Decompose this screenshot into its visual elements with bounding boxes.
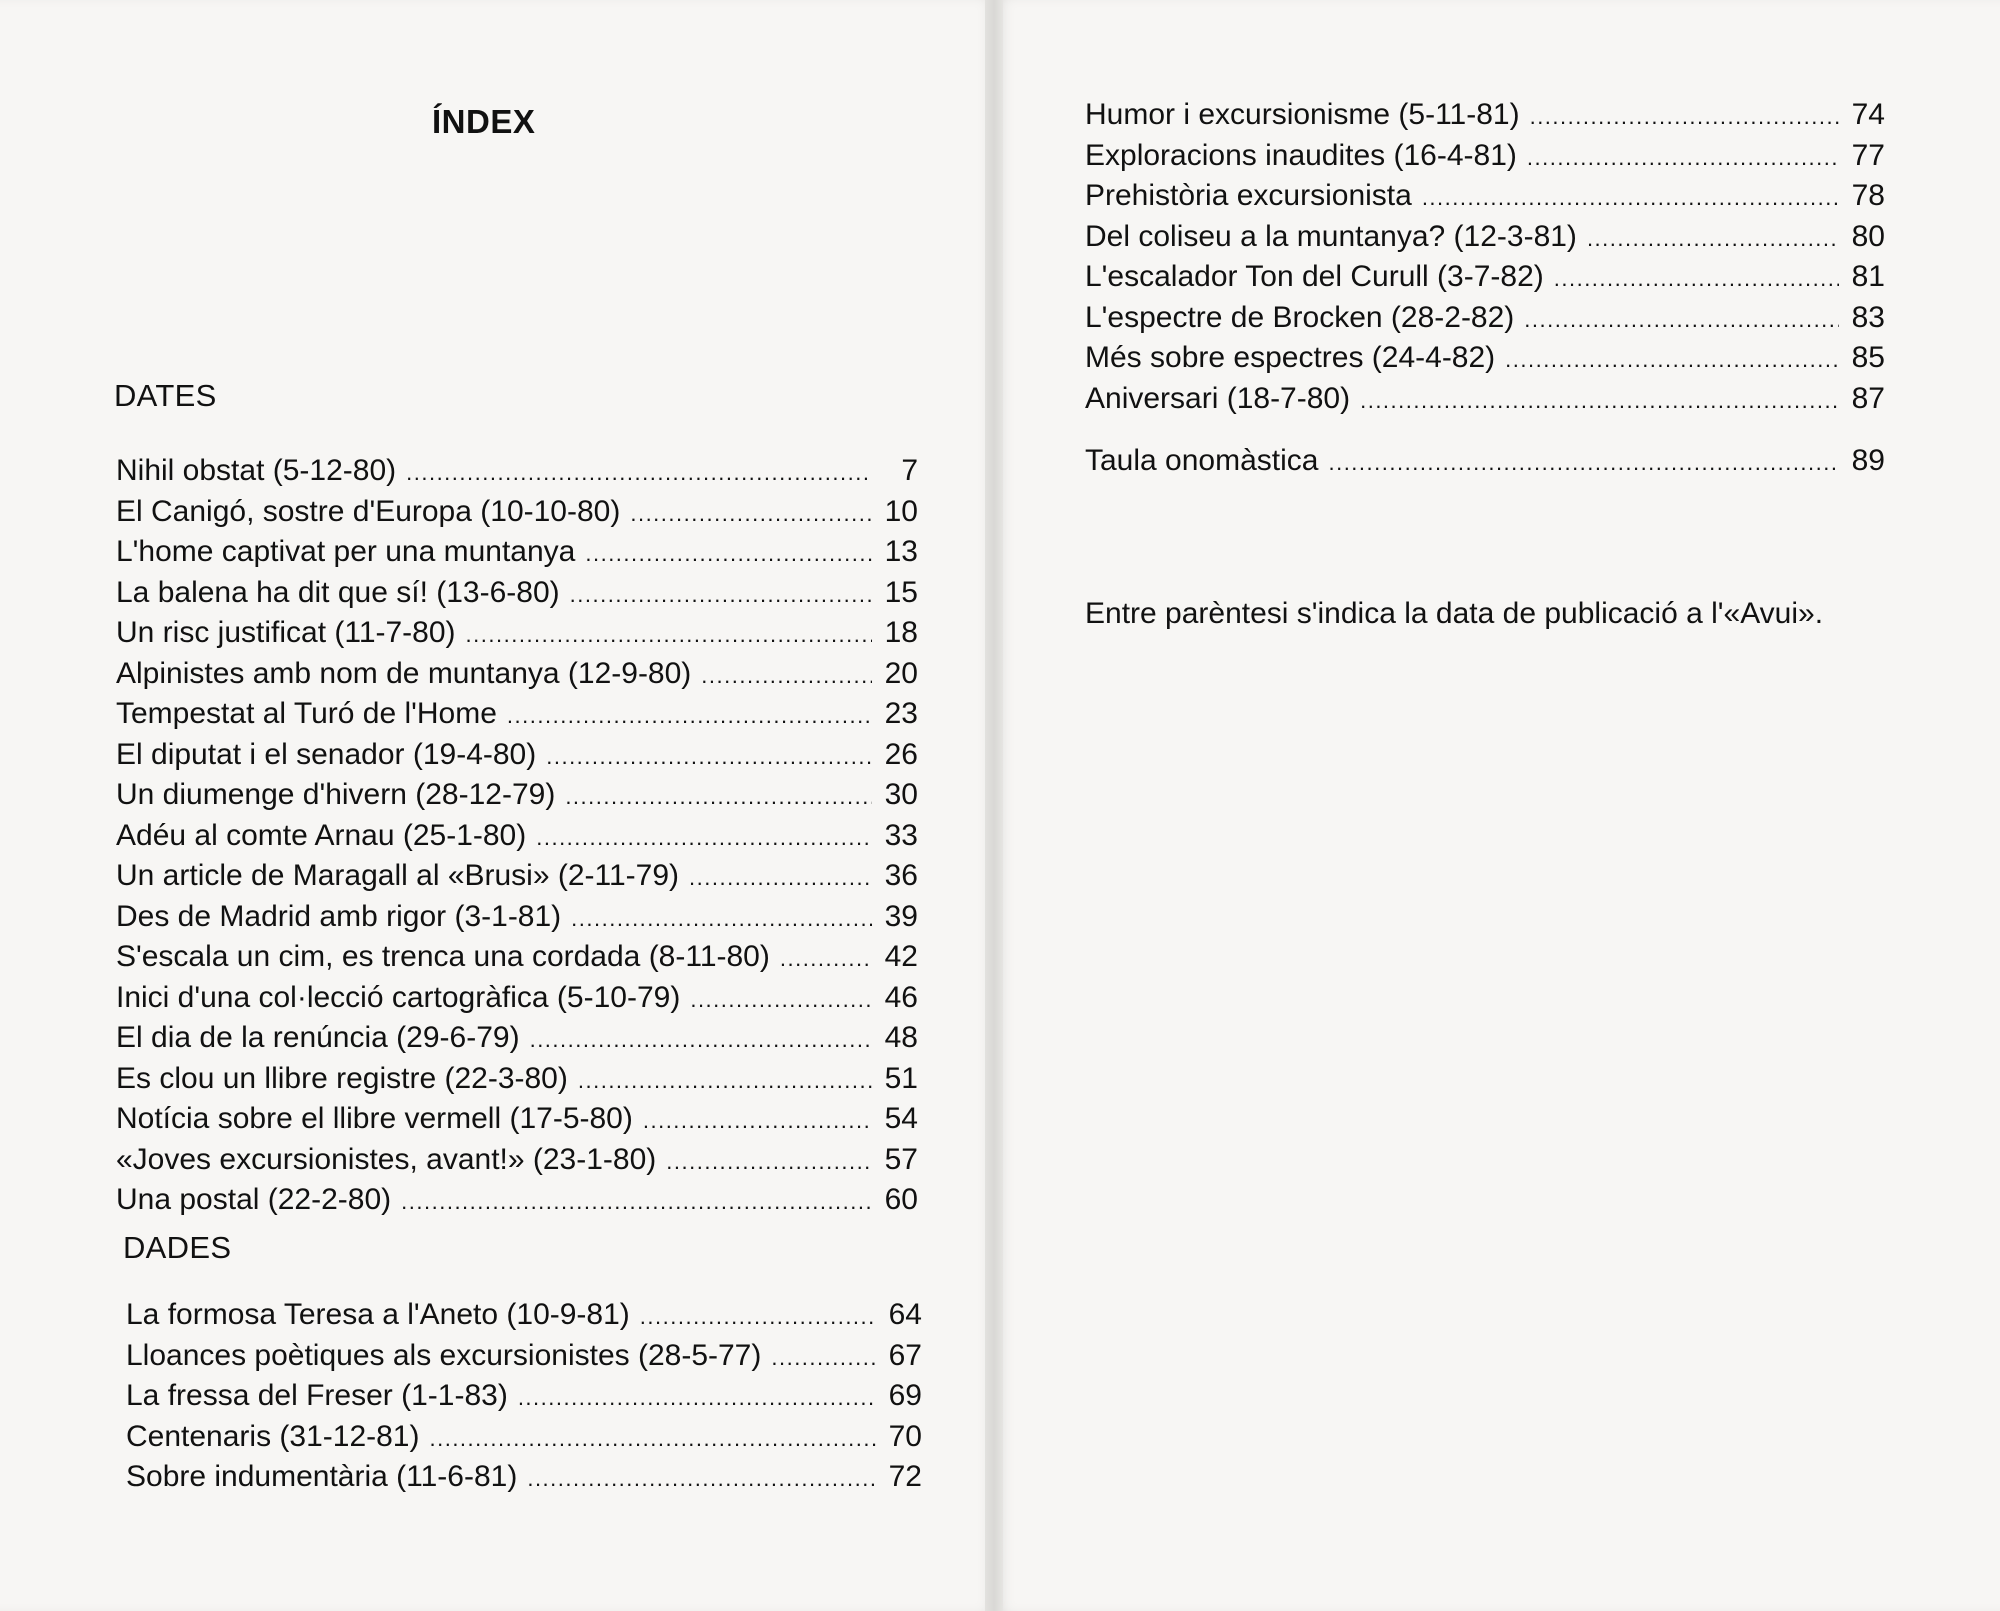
toc-entry-title: «Joves excursionistes, avant!» (23-1-80) (116, 1142, 657, 1176)
toc-entry-page: 83 (1851, 300, 1885, 334)
toc-entry[interactable] (1085, 177, 1885, 218)
toc-leader-dots (1360, 382, 1839, 421)
toc-entry[interactable] (116, 655, 918, 696)
toc-entry[interactable] (1085, 258, 1885, 299)
toc-entry-title: Adéu al comte Arnau (25-1-80) (116, 818, 527, 852)
toc-entry[interactable] (116, 1100, 918, 1141)
publication-note: Entre parèntesi s'indica la data de publicació a l'«Avui». (1085, 597, 1824, 630)
toc-list-dades (126, 1296, 922, 1499)
toc-entry[interactable] (126, 1296, 922, 1337)
toc-entry-page: 30 (884, 778, 918, 811)
toc-entry-title: Un risc justificat (11-7-80) (116, 616, 456, 649)
toc-entry-title: La formosa Teresa a l'Aneto (10-9-81) (126, 1298, 630, 1331)
toc-entry-page: 15 (884, 575, 918, 609)
toc-entry[interactable] (116, 533, 918, 574)
toc-entry-title: Prehistòria excursionista (1085, 179, 1412, 212)
toc-entry[interactable] (126, 1458, 922, 1499)
toc-entry-title: Notícia sobre el llibre vermell (17-5-80) (116, 1102, 633, 1135)
toc-leader-dots (1524, 301, 1839, 340)
toc-leader-dots (585, 535, 872, 574)
toc-leader-dots (401, 1183, 872, 1222)
toc-entry-page: 7 (901, 454, 918, 487)
toc-entry[interactable] (1085, 339, 1885, 380)
toc-leader-dots (640, 1298, 876, 1337)
toc-entry[interactable] (116, 898, 918, 939)
toc-leader-dots (666, 1143, 872, 1182)
toc-entry[interactable] (116, 574, 918, 615)
toc-entry[interactable] (116, 1181, 918, 1222)
toc-entry-title: La balena ha dit que sí! (13-6-80) (116, 575, 560, 609)
toc-entry[interactable] (1085, 218, 1885, 259)
toc-leader-dots (1587, 220, 1839, 259)
toc-entry-title: Aniversari (18-7-80) (1085, 381, 1351, 415)
toc-entry-page: 69 (888, 1379, 922, 1412)
toc-entry[interactable] (116, 938, 918, 979)
toc-entry[interactable] (116, 1019, 918, 1060)
toc-entry-title: Des de Madrid amb rigor (3-1-81) (116, 899, 562, 933)
toc-entry[interactable] (116, 857, 918, 898)
toc-entry[interactable] (116, 1141, 918, 1182)
toc-entry[interactable] (126, 1377, 922, 1418)
toc-entry-page: 48 (884, 1021, 918, 1054)
toc-entry-page: 39 (884, 899, 918, 933)
toc-leader-dots (1328, 444, 1839, 483)
toc-leader-dots (771, 1339, 876, 1378)
toc-entry-page: 67 (888, 1338, 922, 1372)
toc-leader-dots (701, 657, 872, 696)
toc-leader-dots (507, 697, 872, 736)
toc-entry-page: 80 (1851, 219, 1885, 253)
toc-leader-dots (565, 778, 872, 817)
toc-leader-dots (530, 1021, 872, 1060)
toc-entry-title: Tempestat al Turó de l'Home (116, 697, 497, 730)
toc-entry[interactable] (1085, 380, 1885, 421)
toc-leader-dots (1505, 341, 1839, 380)
toc-entry-page: 10 (884, 494, 918, 528)
toc-list-continued (1085, 96, 1885, 420)
toc-entry-title: L'espectre de Brocken (28-2-82) (1085, 300, 1515, 334)
toc-entry-page: 42 (884, 940, 918, 973)
toc-leader-dots (518, 1379, 876, 1418)
toc-entry-page: 89 (1851, 444, 1885, 477)
toc-entry-title: L'home captivat per una muntanya (116, 535, 576, 568)
toc-entry-title: La fressa del Freser (1-1-83) (126, 1379, 508, 1412)
toc-entry[interactable] (116, 776, 918, 817)
toc-entry-title: El Canigó, sostre d'Europa (10-10-80) (116, 494, 621, 528)
toc-entry-page: 57 (884, 1142, 918, 1176)
toc-entry[interactable] (1085, 96, 1885, 137)
toc-entry[interactable] (1085, 299, 1885, 340)
toc-entry-page: 81 (1851, 260, 1885, 293)
toc-entry[interactable] (1085, 137, 1885, 178)
toc-entry-page: 46 (884, 980, 918, 1014)
section-heading-dates: DATES (114, 378, 217, 413)
toc-leader-dots (429, 1420, 876, 1459)
toc-entry-page: 87 (1851, 381, 1885, 415)
toc-entry-title: Centenaris (31-12-81) (126, 1419, 420, 1453)
toc-entry-title: Humor i excursionisme (5-11-81) (1085, 98, 1520, 131)
toc-leader-dots (527, 1460, 876, 1499)
toc-entry-page: 36 (884, 859, 918, 892)
toc-entry[interactable] (116, 1060, 918, 1101)
toc-entry[interactable] (116, 452, 918, 493)
toc-entry-title: S'escala un cim, es trenca una cordada (8-11-80) (116, 940, 770, 973)
toc-entry-title: Es clou un llibre registre (22-3-80) (116, 1061, 568, 1095)
toc-entry-title: Un diumenge d'hivern (28-12-79) (116, 778, 556, 811)
toc-entry-page: 26 (884, 737, 918, 771)
toc-leader-dots (1530, 98, 1839, 137)
toc-entry-title: Inici d'una col·lecció cartogràfica (5-10-79) (116, 980, 681, 1014)
toc-leader-dots (546, 738, 872, 777)
toc-list-index (1085, 442, 1885, 483)
toc-entry-taula-onomastica[interactable] (1085, 442, 1885, 483)
toc-leader-dots (570, 576, 872, 615)
toc-entry[interactable] (116, 736, 918, 777)
toc-entry-page: 13 (884, 535, 918, 568)
toc-leader-dots (689, 859, 872, 898)
toc-entry[interactable] (116, 979, 918, 1020)
toc-leader-dots (536, 819, 872, 858)
toc-entry-page: 51 (884, 1061, 918, 1095)
toc-entry-page: 20 (884, 656, 918, 690)
toc-leader-dots (690, 981, 872, 1020)
toc-entry-title: Alpinistes amb nom de muntanya (12-9-80) (116, 656, 692, 690)
toc-entry-title: Una postal (22-2-80) (116, 1183, 392, 1216)
toc-leader-dots (1527, 139, 1839, 178)
toc-entry-page: 78 (1851, 179, 1885, 212)
toc-entry-title: El diputat i el senador (19-4-80) (116, 737, 537, 771)
toc-entry-title: Sobre indumentària (11-6-81) (126, 1460, 518, 1493)
book-gutter (985, 0, 1003, 1611)
toc-entry-title: L'escalador Ton del Curull (3-7-82) (1085, 260, 1544, 293)
toc-entry[interactable] (116, 493, 918, 534)
toc-entry[interactable] (126, 1337, 922, 1378)
toc-leader-dots (571, 900, 872, 939)
toc-leader-dots (643, 1102, 872, 1141)
toc-entry[interactable] (126, 1418, 922, 1459)
toc-entry-title: Un article de Maragall al «Brusi» (2-11-79) (116, 859, 680, 892)
toc-entry-title: Més sobre espectres (24-4-82) (1085, 341, 1496, 374)
toc-leader-dots (630, 495, 872, 534)
toc-entry-page: 60 (884, 1183, 918, 1216)
toc-entry-page: 23 (884, 697, 918, 730)
toc-entry[interactable] (116, 817, 918, 858)
toc-list-dates (116, 452, 918, 1222)
toc-entry-title: Nihil obstat (5-12-80) (116, 454, 397, 487)
toc-leader-dots (780, 940, 872, 979)
toc-entry-page: 74 (1851, 98, 1885, 131)
toc-entry-title: Taula onomàstica (1085, 444, 1319, 477)
section-heading-dades: DADES (123, 1230, 232, 1265)
toc-entry-title: El dia de la renúncia (29-6-79) (116, 1021, 520, 1054)
toc-entry-page: 85 (1851, 341, 1885, 374)
toc-entry-page: 77 (1851, 138, 1885, 172)
toc-leader-dots (466, 616, 872, 655)
toc-entry-page: 54 (884, 1102, 918, 1135)
toc-leader-dots (1422, 179, 1839, 218)
toc-leader-dots (406, 454, 872, 493)
toc-entry-page: 70 (888, 1419, 922, 1453)
toc-entry[interactable] (116, 614, 918, 655)
toc-entry-page: 64 (888, 1298, 922, 1331)
toc-leader-dots (578, 1062, 872, 1101)
index-title: ÍNDEX (432, 103, 536, 140)
toc-entry-page: 72 (888, 1460, 922, 1493)
toc-entry-title: Exploracions inaudites (16-4-81) (1085, 138, 1517, 172)
toc-entry-title: Del coliseu a la muntanya? (12-3-81) (1085, 219, 1577, 253)
toc-entry-page: 33 (884, 818, 918, 852)
toc-entry-title: Lloances poètiques als excursionistes (28-5-77) (126, 1338, 762, 1372)
toc-leader-dots (1554, 260, 1839, 299)
toc-entry[interactable] (116, 695, 918, 736)
toc-entry-page: 18 (884, 616, 918, 649)
